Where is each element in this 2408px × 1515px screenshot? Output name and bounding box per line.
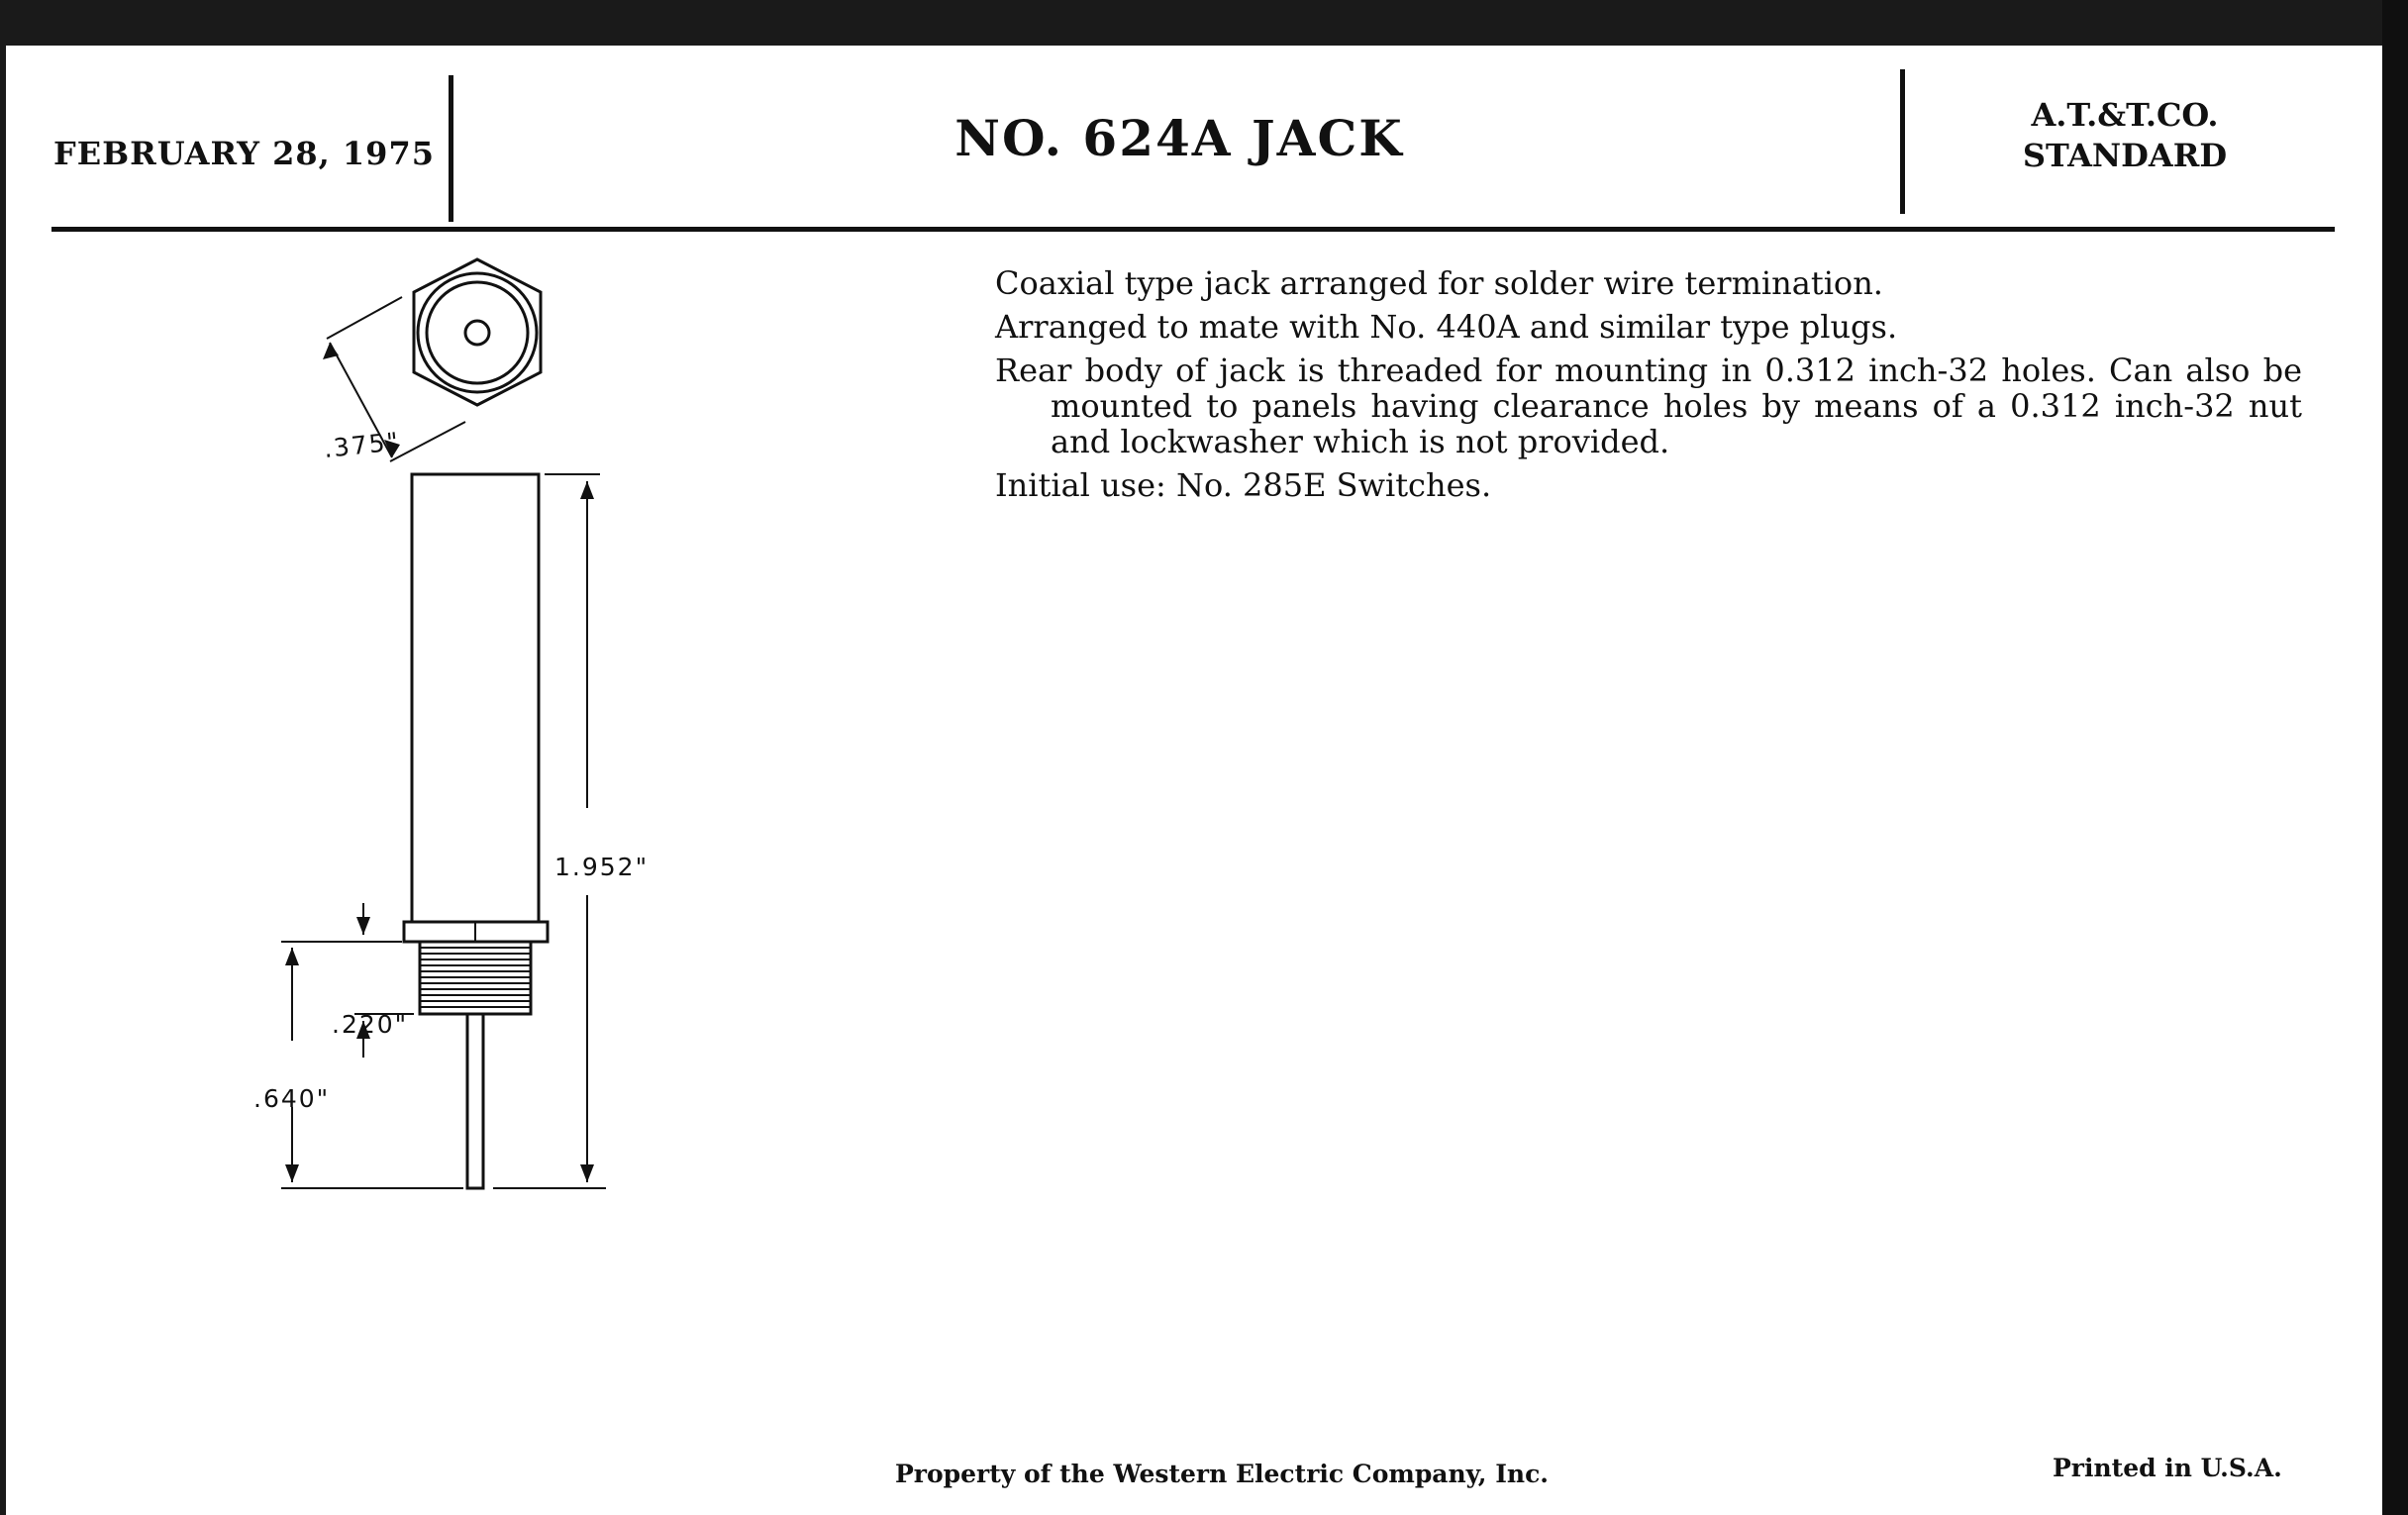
dim-label-thread: .220" — [332, 1010, 409, 1039]
header-divider-right — [1900, 69, 1905, 214]
standard-line-1: A.T.&T.CO. — [2031, 96, 2219, 134]
hex-inner-ring-outer — [418, 273, 537, 392]
dim-label-rear: .640" — [253, 1084, 331, 1113]
document-sheet — [6, 46, 2382, 1515]
document-title: NO. 624A JACK — [954, 109, 1404, 167]
hex-inner-ring-inner — [427, 282, 528, 383]
dim-label-overall: 1.952" — [554, 853, 650, 881]
jack-drawing — [6, 46, 897, 1515]
jack-body — [412, 474, 539, 922]
hex-ext-line-bottom — [390, 422, 465, 461]
footer-property: Property of the Western Electric Company, Inc. — [895, 1460, 1550, 1488]
center-contact — [465, 321, 489, 345]
solder-pin — [467, 1014, 483, 1188]
description-line-1: Coaxial type jack arranged for solder wire termination. — [995, 264, 1883, 302]
issue-date: FEBRUARY 28, 1975 — [53, 135, 435, 172]
description-line-3: Rear body of jack is threaded for mounting in 0.312 inch-32 holes. Can also be mounted to panels having clearance holes by means of a 0.312 inch-32 nut and lockwasher which is not provided. — [995, 352, 2302, 460]
hex-ext-line-top — [327, 297, 402, 339]
description-line-2: Arranged to mate with No. 440A and similar type plugs. — [995, 308, 1898, 346]
thread-lines — [420, 948, 531, 1007]
footer-printed: Printed in U.S.A. — [2053, 1454, 2282, 1482]
description-block — [995, 265, 2302, 511]
standard-line-2: STANDARD — [2022, 137, 2228, 174]
dim-label-hex: .375" — [322, 427, 402, 463]
description-line-4: Initial use: No. 285E Switches. — [995, 466, 1492, 504]
standard-label — [1947, 95, 2303, 176]
scan-edge — [2382, 0, 2408, 1515]
